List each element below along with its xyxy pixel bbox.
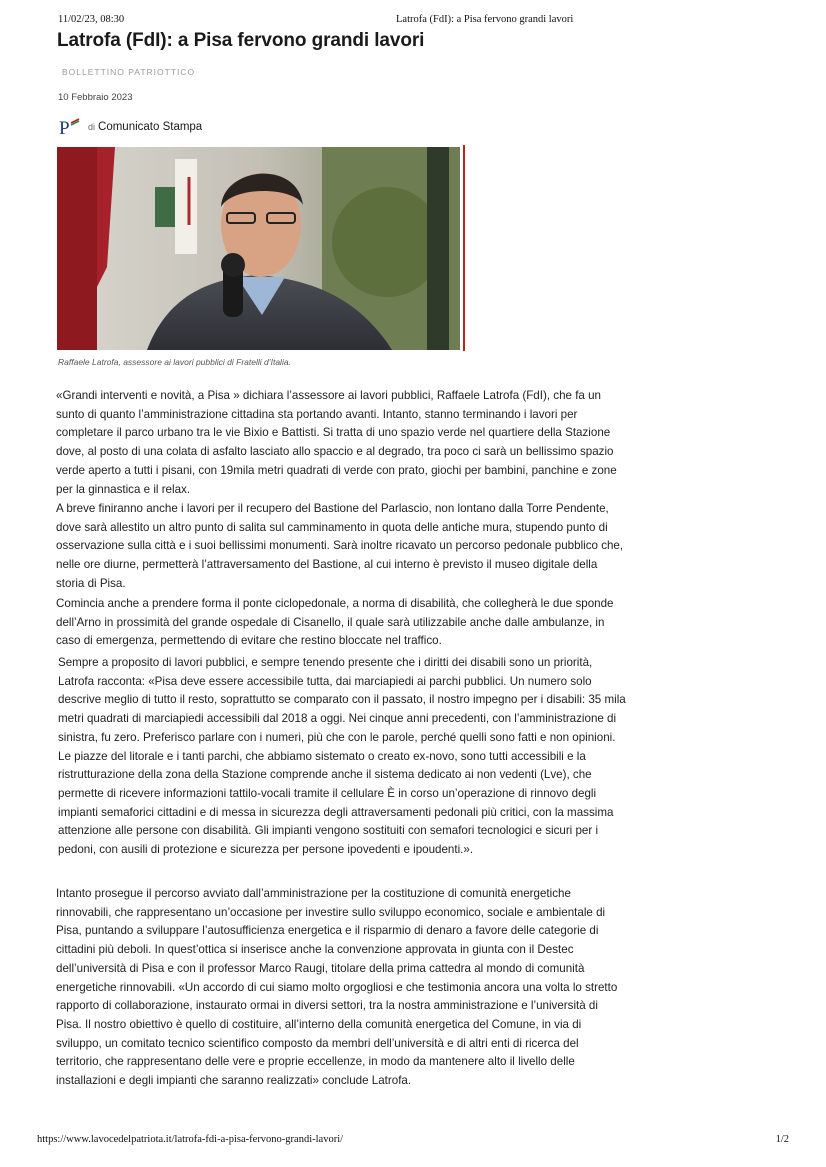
article-paragraph: Sempre a proposito di lavori pubblici, e sempre tenendo presente che i diritti dei disabili sono un priorità, Latrofa racconta: «Pisa deve essere accessibile tutta, dai marciapiedi ai parchi pubblici. Un numero solo descrive meglio di tutto il resto, soprattutto se comparato con il passato, il nostro impegno per i disabili: 35 mila metri quadrati di marciapiedi accessibili dal 2018 a oggi. Nei cinque anni precedenti, con l’amministrazione di sinistra, fu zero. Preferisco parlare con i numeri, più che con le parole, perché quelli sono fatti e non opinioni. Le piazze del litorale e i tanti parchi, che abbiamo sistemato o creato ex-novo, sono tutti accessibili e la ristrutturazione della zona della Stazione comprende anche il sistema dedicato ai non vedenti (Lve), che permette di ricevere informazioni tattilo-vocali tramite il cellulare È in corso un’operazione di rinnovo degli impianti semaforici cittadini e di messa in sicurezza degli attraversamenti pedonali più critici, con la massima attenzione alle persone con disabilità. Gli impianti vengono sostituiti con semafori tecnologici e sicuri per i pedoni, con ausili di protezione e sicurezza per persone ipovedenti e ipoudenti.». xyxy=(58,656,626,857)
print-footer xyxy=(37,1134,789,1145)
author-prefix: di xyxy=(88,122,96,132)
print-page-number: 1/2 xyxy=(775,1134,789,1145)
image-caption: Raffaele Latrofa, assessore ai lavori pubblici di Fratelli d’Italia. xyxy=(58,357,291,367)
print-datetime: 11/02/23, 08:30 xyxy=(58,14,125,25)
article-paragraph: Comincia anche a prendere forma il ponte ciclopedonale, a norma di disabilità, che collegherà le due sponde dell’Arno in prossimità del grande ospedale di Cisanello, il quale sarà utilizzabile anche dalle ambulanze, in caso di emergenza, permettendo di evitare che restino bloccate nel traffico. xyxy=(56,597,614,648)
print-url-link[interactable]: https://www.lavocedelpatriota.it/latrofa-fdi-a-pisa-fervono-grandi-lavori/ xyxy=(37,1134,344,1145)
print-page-title: Latrofa (FdI): a Pisa fervono grandi lavori xyxy=(396,14,574,25)
author-byline xyxy=(58,117,202,137)
author-logo-icon xyxy=(58,117,82,137)
article-title: Latrofa (FdI): a Pisa fervono grandi lavori xyxy=(57,30,425,51)
article-paragraph: Intanto prosegue il percorso avviato dall’amministrazione per la costituzione di comunità energetiche rinnovabili, che rappresentano un’occasione per investire sullo sviluppo economico, sociale e ambientale di Pisa, puntando a sviluppare l’autosufficienza energetica e il risparmio di denaro a favore delle categorie di cittadini più deboli. In quest’ottica si inserisce anche la convenzione approvata in giunta con il Destec dell’università di Pisa e con il professor Marco Raugi, titolare della prima cattedra al mondo di comunità energetiche rinnovabili. «Un accordo di cui siamo molto orgogliosi e che testimonia ancora una volta lo stretto rapporto di collaborazione, instaurato ormai in diversi settori, tra la nostra amministrazione e l’università di Pisa. Il nostro obiettivo è quello di costituire, all’interno della comunità energetica del Comune, in via di sviluppo, un comitato tecnico scientifico composto da membri dell’università e di altri enti di ricerca del territorio, che rappresentano delle vere e proprie eccellenze, in modo da mantenere alto il livello delle installazioni e degli impianti che saranno realizzati» conclude Latrofa. xyxy=(56,887,618,1088)
category-link[interactable]: BOLLETTINO PATRIOTTICO xyxy=(62,67,196,77)
publish-date: 10 Febbraio 2023 xyxy=(58,92,133,103)
svg-text:P: P xyxy=(59,118,70,137)
photo-accent-rule xyxy=(463,145,465,351)
article-photo xyxy=(57,147,460,350)
article-paragraph: «Grandi interventi e novità, a Pisa » dichiara l’assessore ai lavori pubblici, Raffaele Latrofa (FdI), che fa un sunto di quanto l’amministrazione cittadina sta portando avanti. Intanto, stanno terminando i lavori per completare il parco urbano tra le vie Bixio e Battisti. Si tratta di uno spazio verde nel quartiere della Stazione dove, al posto di una colata di asfalto lasciato allo spaccio e al degrado, tra poco ci sarà un bellissimo spazio verde aperto a tutti i pisani, con 19mila metri quadrati di verde con prato, giochi per bambini, panchine e zone per la ginnastica e il relax. xyxy=(56,389,617,496)
article-paragraph: A breve finiranno anche i lavori per il recupero del Bastione del Parlascio, non lontano dalla Torre Pendente, dove sarà allestito un altro punto di salita sul camminamento in quota delle antiche mura, stupendo punto di osservazione sulla città e i suoi bellissimi monumenti. Sarà inoltre ricavato un percorso pedonale pubblico che, nelle ore diurne, permetterà l’attraversamento del Bastione, al cui interno è previsto il museo digitale della storia di Pisa. xyxy=(56,502,624,590)
author-link[interactable]: Comunicato Stampa xyxy=(98,121,203,133)
